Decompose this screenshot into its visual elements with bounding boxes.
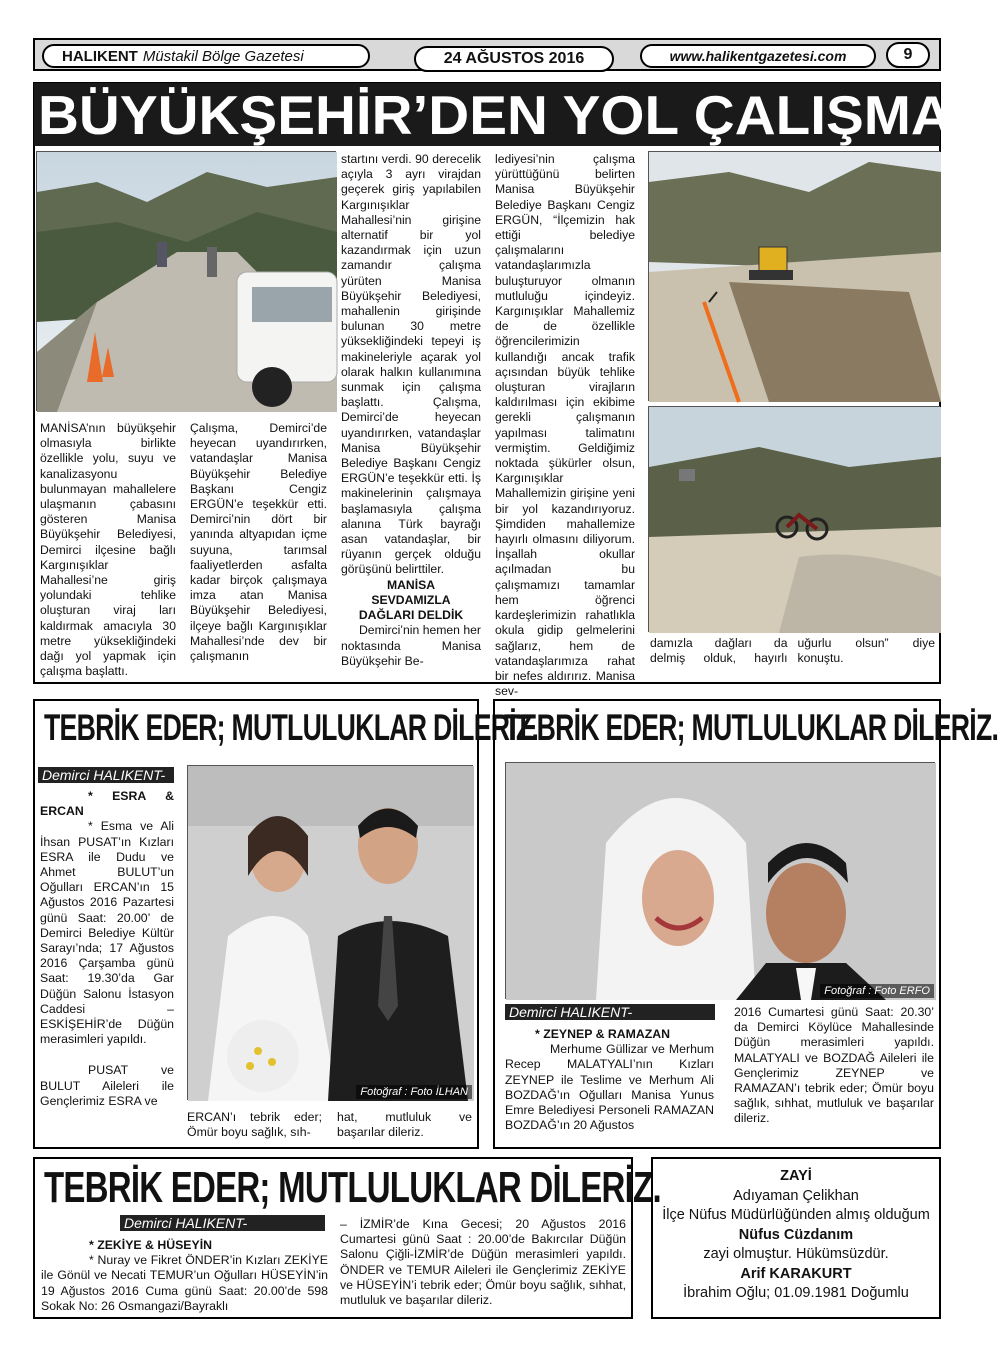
zayi-line-2: İlçe Nüfus Müdürlüğünden almış olduğum [662,1207,930,1223]
story-col-1: MANİSA’nın büyükşehir olmasıyla birlikte özellikle yolu, suyu ve kanalizasyonu bulunmayan mahallelere ulaşmanın çabasını gösteren Manisa Büyükşehir Belediyesi, Demirci ilçesine bağlı Kargınışıklar Mahallesi’ne giriş yolundaki tehlike oluşturan viraj ları kaldırmak amacıyla 30 metre yüksekliğindeki dağı yol yapmak için çalışma başlattı. [40,421,176,679]
zayi-line-5: İbrahim Oğlu; 01.09.1981 Doğumlu [683,1285,909,1301]
wedding-2-photo-credit: Fotoğraf : Foto ERFO [820,984,934,998]
zayi-line-4: zayi olmuştur. Hükümsüzdür. [703,1246,889,1262]
paper-subtitle: Müstakil Bölge Gazetesi [142,47,304,65]
story-col-5: damızla dağları da delmiş olduk, hayırlı uğurlu olsun” diye konuştu. [650,636,935,666]
wedding-1-photo-credit: Fotoğraf : Foto İLHAN [356,1085,472,1099]
paper-name: HALIKENT [62,47,138,65]
zayi-title: ZAYİ [780,1168,812,1184]
wedding-2-tag: Demirci HALIKENT- [505,1004,715,1020]
story-col-3-tail: Demirci’nin hemen her noktasında Manisa Büyükşehir Be- [341,623,481,668]
wedding-2-text-b: 2016 Cumartesi günü Saat: 20.30’ da Demirci Köylüce Mahallesinde Düğün merasimleri yapıldı. MALATYALI ve BOZDAĞ Aileleri ile Gençlerimiz ZEYNEP ve RAMAZAN’ı tebrik eder; Ömür boyu sağlık, sıhhat, mutluluk ve başarılar dileriz. [734,1005,934,1126]
wedding-3-tag: Demirci HALIKENT- [120,1215,325,1231]
story-col-2: Çalışma, Demirci’de heyecan uyandırırken, vatandaşlar Manisa Büyükşehir Belediye Başkanı Cengiz ERGÜN’e teşekkür etti. Demirci’nin dört bir yanında altyapıdan içme suyuna, tarımsal faaliyetlerden asfalta kadar birçok çalışmaya imza atan Manisa Büyükşehir Belediyesi, ilçeye bağlı Kargınışıklar Mahallesi’nde dev bir çalışmanın [190,421,327,664]
wedding-3-title: TEBRİK EDER; MUTLULUKLAR DİLERİZ. [44,1163,661,1212]
wedding-3-text-b: – İZMİR’de Kına Gecesi; 20 Ağustos 2016 Cumartesi günü Saat : 20.00’de Bakırcılar Düğün Salonu Çiğli-İZMİR’de Düğün merasimleri yapıldı. ÖNDER ve TEMUR Aileleri ile Gençlerimiz ZEKİYE ve HÜSEYİN’i tebrik eder; Ömür boyu sağlık, sıhhat, mutluluk ve başarılar dileriz. [340,1217,626,1308]
road-work-photo [36,151,336,411]
website-pill[interactable] [640,44,876,68]
zayi-line-1: Adıyaman Çelikhan [733,1187,859,1204]
wedding-2-photo [505,762,935,999]
excavator-photo [648,151,940,401]
wedding-1-names: * ESRA & ERCAN [40,789,174,819]
wedding-3-names: * ZEKİYE & HÜSEYİN [89,1238,212,1252]
headline-band [34,83,1005,146]
wedding-2-text-a: Merhume Güllizar ve Merhum Recep MALATYALI’nın Kızları ZEYNEP ile Teslime ve Merhum Ali BOZDAĞ’ın Oğulları Manisa Yunus Emre Belediyesi Personeli RAMAZAN BOZDAĞ’ın 20 Ağustos [505,1042,714,1133]
page-number: 9 [903,46,913,63]
story-col-4: lediyesi’nin çalışma yürüttüğünü belirten Manisa Büyükşehir Belediye Başkanı Cengiz ERGÜN, “İlçemizin hak ettiği belediye çalışmalarını vatandaşlarımızla buluşturuyor olmanın mutluluğu içindeyiz. Kargınışıklar Mahallemiz de de özellikle öğrencilerimizin kullandığı ancak trafik açısından büyük tehlike oluşturan virajların kaldırılması için ekibime gerekli çalışmanın yapılması talimatını vermiştim. Geldiğimiz noktada şükürler olsun, Kargınışıklar Mahallemizin girişine yeni bir yol kazandırıyoruz. Şimdiden mahallemize hayırlı olmasını diliyorum. İnşallah okullar açılmadan bu çalışmamızı tamamlar hem öğrenci kardeşlerimizin rahatlıkla okula gidip gelmelerini sağlarız, hem de vatandaşlarımıza rahat bir nefes aldırırız. Manisa sev- [495,152,635,699]
motorcycle-photo-graphic [649,407,941,633]
story-subhead: MANİSA SEVDAMIZLA DAĞLARI DELDİK [358,577,464,623]
wedding-3-text-left [41,1238,328,1314]
wedding-1-text-left [40,789,174,1141]
wedding-2-text-left [505,1027,714,1143]
wedding-1-text-d: hat, mutluluk ve başarılar dileriz. [337,1110,472,1140]
wedding-1-text-b: PUSAT ve BULUT Aileleri ile Gençlerimiz ESRA ve [40,1063,174,1108]
excavator-photo-graphic [649,152,941,402]
website-link[interactable]: www.halikentgazetesi.com [669,48,847,64]
zayi-name: Arif KARAKURT [740,1265,852,1282]
wedding-3-text-a: * Nuray ve Fikret ÖNDER’in Kızları ZEKİYE ile Gönül ve Necati TEMUR’un Oğulları HÜSEYİN’in 19 Ağustos 2016 Cuma günü Saat: 20.00’de 598 Sokak No: 26 Osmangazi/Bayraklı [41,1253,328,1313]
date-pill [414,46,614,72]
zayi-line-3: Nüfus Cüzdanım [738,1226,854,1243]
issue-date: 24 AĞUSTOS 2016 [443,50,585,67]
story-col-3-text: startını verdi. 90 derecelik açıyla 3 ayrı virajdan geçerek giriş yapılabilen Kargınışıklar Mahallesi’nin girişine alternatif bir yol kazandırmak için uzun zamandır çalışma yürüten Manisa Büyükşehir Belediyesi, mahallenin girişinde bulunan 30 metre yüksekliğindeki tepeyi iş makineleriyle açarak yol olarak halkın kullanımına sunmak için çalışma başlattı. Çalışma, Demirci’de heyecan uyandırırken, vatandaşlar Manisa Büyükşehir Belediye Başkanı Cengiz ERGÜN’e teşekkür etti. İş makinelerinin çalışmaya başlamasıyla çalışma alanına Türk bayrağı asan vatandaşlar, bir rüyanın gerçek olduğu görüşünü belirttiler. [341,152,481,577]
motorcycle-photo [648,406,940,632]
wedding-1-tag: Demirci HALIKENT- [38,767,174,783]
wedding-1-text-a: * Esma ve Ali İhsan PUSAT’ın Kızları ESRA ile Dudu ve Ahmet BULUT’un Oğulları ERCAN’ın 15 Ağustos 2016 Pazartesi günü Saat: 20.00’ de Demirci Belediye Kültür Sarayı’nda; 17 Ağustos 2016 Çarşamba günü Saat: 19.30’da Gar Düğün Salonu İstasyon Caddesi – ESKİŞEHİR’de Düğün merasimleri yapıldı. [40,819,174,1047]
wedding-2-title: TEBRİK EDER; MUTLULUKLAR DİLERİZ. [504,707,999,748]
wedding-2-names: * ZEYNEP & RAMAZAN [535,1027,671,1041]
wedding-1-photo [187,765,473,1100]
wedding-1-title: TEBRİK EDER; MUTLULUKLAR DİLERİZ. [44,707,539,748]
wedding-1-photo-graphic [188,766,474,1101]
zayi-content [653,1167,939,1304]
main-headline: BÜYÜKŞEHİR’DEN YOL ÇALIŞMASI [38,84,1005,146]
masthead-pill [42,44,370,68]
story-col-3 [341,152,481,680]
wedding-2-photo-graphic [506,763,936,1000]
page-number-pill [886,42,930,68]
wedding-1-text-c: ERCAN’ı tebrik eder; Ömür boyu sağlık, sıh- [187,1110,322,1140]
road-work-photo-graphic [37,152,337,412]
